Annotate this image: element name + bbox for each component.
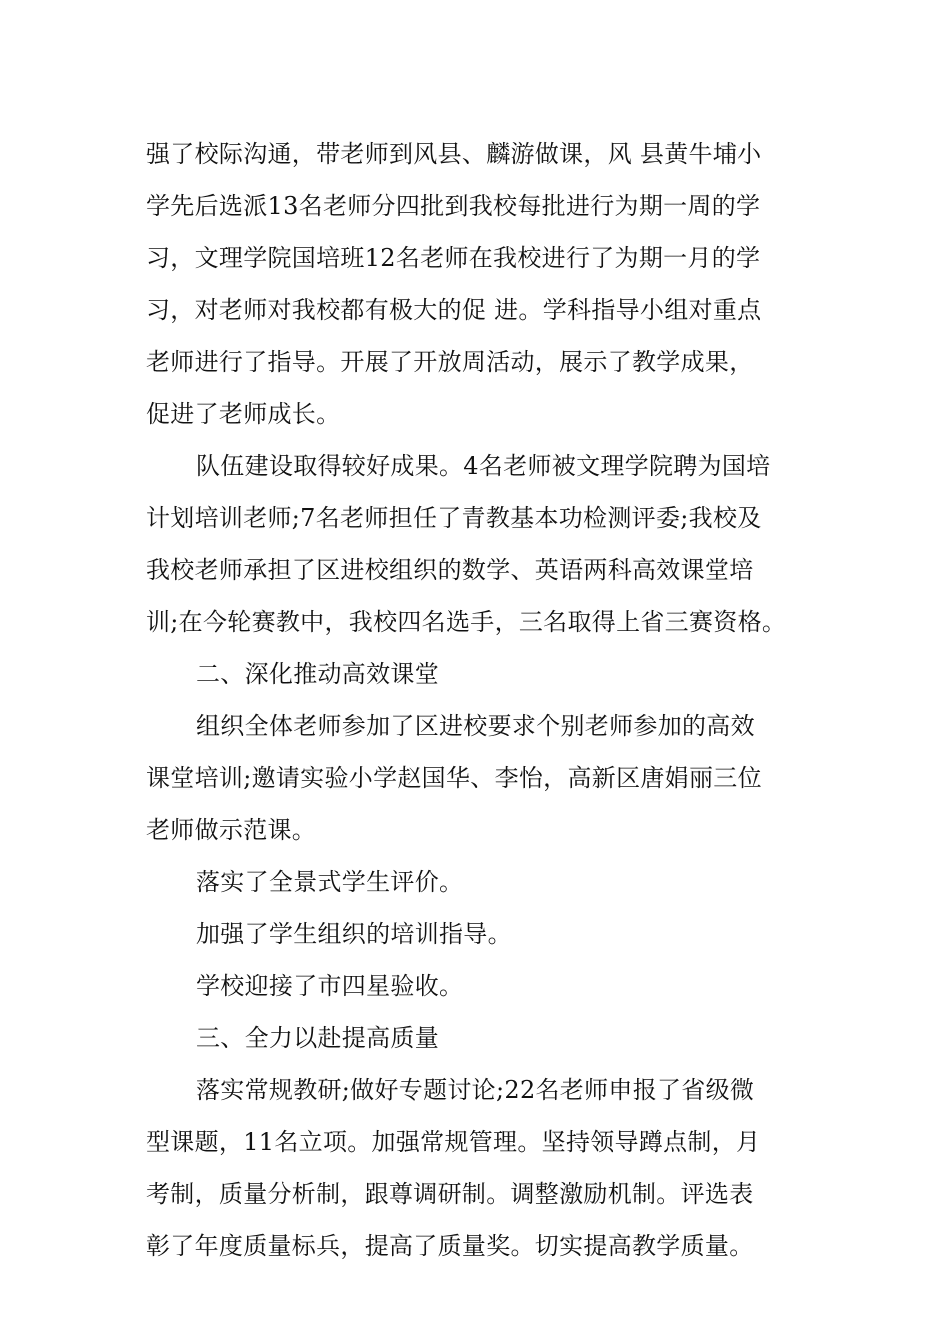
text-line: 组织全体老师参加了区进校要求个别老师参加的高效 xyxy=(196,712,755,740)
text-line: 我校老师承担了区进校组织的数学、英语两科高效课堂培 xyxy=(146,556,754,584)
text-line: 计划培训老师;7名老师担任了青教基本功检测评委;我校及 xyxy=(146,504,762,532)
text-line: 学校迎接了市四星验收。 xyxy=(196,972,464,1000)
text-line: 促进了老师成长。 xyxy=(146,400,341,428)
text-line: 老师进行了指导。开展了开放周活动，展示了教学成果， xyxy=(146,348,754,376)
text-line: 老师做示范课。 xyxy=(146,816,317,844)
text-line: 型课题，11名立项。加强常规管理。坚持领导蹲点制，月 xyxy=(146,1128,761,1156)
text-line: 强了校际沟通，带老师到风县、麟游做课，风 县黄牛埔小 xyxy=(146,140,762,168)
text-line: 训;在今轮赛教中，我校四名选手，三名取得上省三赛资格。 xyxy=(146,608,787,636)
text-line: 考制，质量分析制，跟尊调研制。调整激励机制。评选表 xyxy=(146,1180,754,1208)
document-body xyxy=(146,128,816,1272)
text-line: 落实了全景式学生评价。 xyxy=(196,868,464,896)
text-line: 学先后选派13名老师分四批到我校每批进行为期一周的学 xyxy=(146,192,761,220)
text-line: 队伍建设取得较好成果。4名老师被文理学院聘为国培 xyxy=(196,452,771,480)
section-heading: 二、深化推动高效课堂 xyxy=(196,660,439,688)
text-line: 加强了学生组织的培训指导。 xyxy=(196,920,512,948)
text-line: 彰了年度质量标兵，提高了质量奖。切实提高教学质量。 xyxy=(146,1232,754,1260)
text-line: 落实常规教研;做好专题讨论;22名老师申报了省级微 xyxy=(196,1076,755,1104)
section-heading: 三、全力以赴提高质量 xyxy=(196,1024,439,1052)
text-line: 习，文理学院国培班12名老师在我校进行了为期一月的学 xyxy=(146,244,761,272)
text-line: 课堂培训;邀请实验小学赵国华、李怡，高新区唐娟丽三位 xyxy=(146,764,762,792)
text-line: 习，对老师对我校都有极大的促 进。学科指导小组对重点 xyxy=(146,296,762,324)
